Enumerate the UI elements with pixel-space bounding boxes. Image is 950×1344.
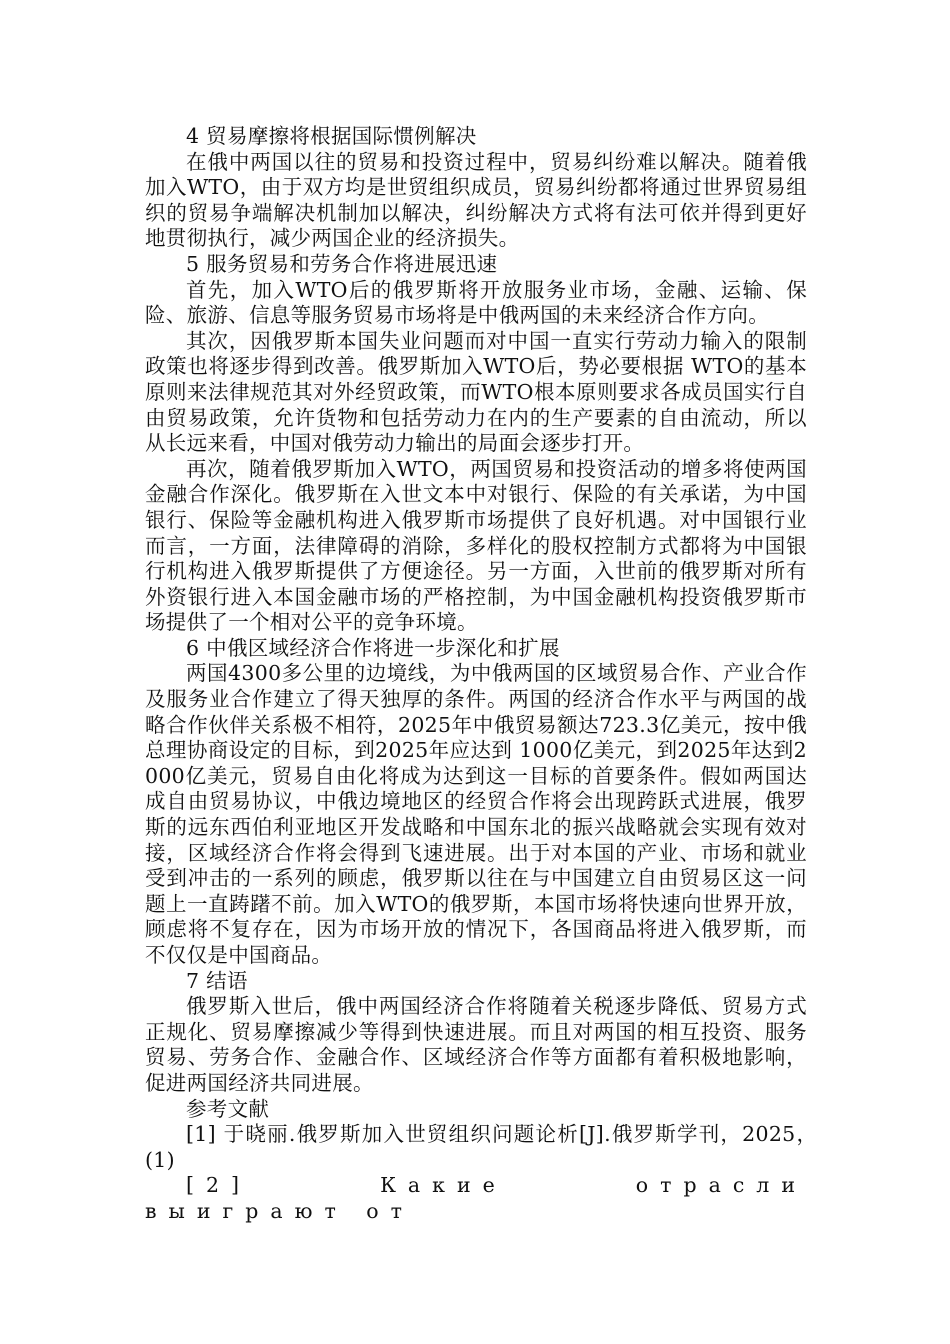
- paragraph-trade-disputes: 在俄中两国以往的贸易和投资过程中，贸易纠纷难以解决。随着俄加入WTO，由于双方均是世贸组织成员，贸易纠纷都将通过世界贸易组织的贸易争端解决机制加以解决，纠纷解决方式将有法可依并得到更好地贯彻执行，减少两国企业的经济损失。: [145, 149, 807, 251]
- references-heading: 参考文献: [186, 1096, 270, 1121]
- reference-2: [2] Какие отрасли выиграют от: [145, 1173, 807, 1223]
- document-body: [145, 124, 828, 1225]
- paragraph-finance: 再次，随着俄罗斯加入WTO，两国贸易和投资活动的增多将使两国金融合作深化。俄罗斯在入世文本中对银行、保险的有关承诺，为中国银行、保险等金融机构进入俄罗斯市场提供了良好机遇。对中国银行业而言，一方面，法律障碍的消除，多样化的股权控制方式都将为中国银行机构进入俄罗斯提供了方便途径。另一方面，入世前的俄罗斯对所有外资银行进入本国金融市场的严格控制，为中国金融机构投资俄罗斯市场提供了一个相对公平的竞争环境。: [145, 456, 807, 635]
- section-heading-4: 4 贸易摩擦将根据国际惯例解决: [186, 124, 477, 148]
- section-heading-5: 5 服务贸易和劳务合作将进展迅速: [186, 251, 498, 276]
- section-heading-7: 7 结语: [186, 968, 248, 993]
- paragraph-regional: 两国4300多公里的边境线，为中俄两国的区域贸易合作、产业合作及服务业合作建立了得天独厚的条件。两国的经济合作水平与两国的战略合作伙伴关系极不相符，2025年中俄贸易额达723.3亿美元，按中俄总理协商设定的目标，到2025年应达到 1000亿美元，到2025年达到2000亿美元，贸易自由化将成为达到这一目标的首要条件。假如两国达成自由贸易协议，中俄边境地区的经贸合作将会出现跨跃式进展，俄罗斯的远东西伯利亚地区开发战略和中国东北的振兴战略就会实现有效对接，区域经济合作将会得到飞速进展。出于对本国的产业、市场和就业受到冲击的一系列的顾虑，俄罗斯以往在与中国建立自由贸易区这一问题上一直踌躇不前。加入WTO的俄罗斯，本国市场将快速向世界开放，顾虑将不复存在，因为市场开放的情况下，各国商品将进入俄罗斯，而不仅仅是中国商品。: [145, 661, 807, 967]
- paragraph-labor: 其次，因俄罗斯本国失业问题而对中国一直实行劳动力输入的限制政策也将逐步得到改善。俄罗斯加入WTO后，势必要根据 WTO的基本原则来法律规范其对外经贸政策，而WTO根本原则要求各成员国实行自由贸易政策，允许货物和包括劳动力在内的生产要素的自由流动，所以从长远来看，中国对俄劳动力输出的局面会逐步打开。: [145, 328, 807, 456]
- section-heading-6: 6 中俄区域经济合作将进一步深化和扩展: [186, 635, 560, 660]
- paragraph-conclusion: 俄罗斯入世后，俄中两国经济合作将随着关税逐步降低、贸易方式正规化、贸易摩擦减少等得到快速进展。而且对两国的相互投资、服务贸易、劳务合作、金融合作、区域经济合作等方面都有着积极地影响，促进两国经济共同进展。: [145, 994, 807, 1095]
- paragraph-service-trade: 首先，加入WTO后的俄罗斯将开放服务业市场，金融、运输、保险、旅游、信息等服务贸易市场将是中俄两国的未来经济合作方向。: [145, 277, 807, 328]
- reference-1: [1] 于晓丽.俄罗斯加入世贸组织问题论析[J].俄罗斯学刊，2025， (1): [145, 1122, 828, 1172]
